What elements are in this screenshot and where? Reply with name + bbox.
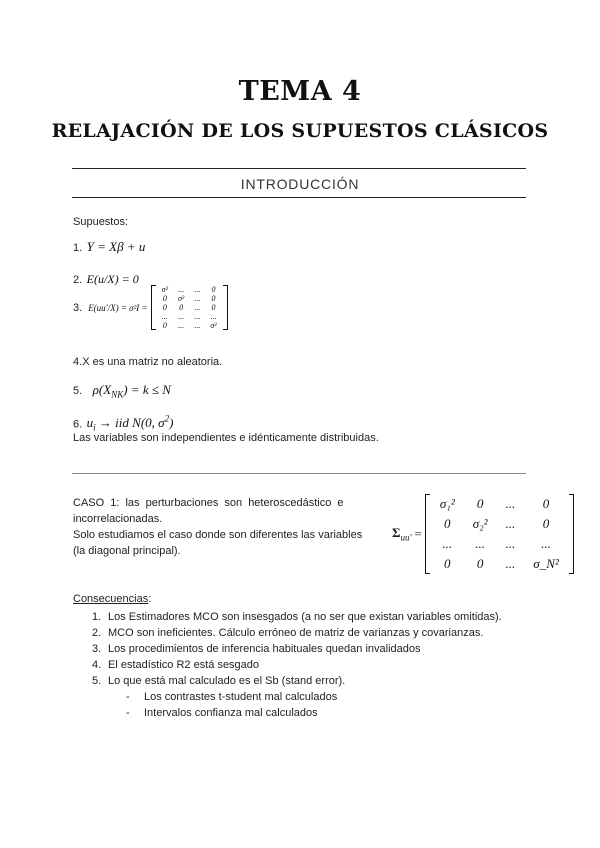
matrix-cell: σ² <box>210 321 217 330</box>
matrix-cell: 0 <box>162 294 167 303</box>
caso-line-2: incorrelacionadas. <box>73 513 163 525</box>
consecuencia-item: 2. MCO son ineficientes. Cálculo erróneo de matriz de varianzas y covarianzas. <box>92 627 484 639</box>
matrix-cell: ... <box>505 516 516 531</box>
assumption-2-formula: E(u/X) = 0 <box>86 272 139 286</box>
consecuencias-label: Consecuencias: <box>73 593 152 605</box>
matrix-cell: σ² <box>161 285 168 294</box>
matrix-cell: ... <box>178 312 185 321</box>
matrix-cell: ... <box>505 496 516 511</box>
consecuencia-item: 1. Los Estimadores MCO son insesgados (a no ser que existan variables omitidas). <box>92 611 502 623</box>
section-rule-bottom <box>72 197 526 198</box>
matrix-cell: ... <box>194 294 201 303</box>
sigma-matrix <box>425 494 574 574</box>
matrix-cell: ... <box>505 536 516 551</box>
page-subtitle: RELAJACIÓN DE LOS SUPUESTOS CLÁSICOS <box>51 120 549 142</box>
assumption-6: 6. $u_i$ → iid N(0, $\sigma^2$) <box>73 414 174 433</box>
divider <box>72 473 526 474</box>
matrix-cell: σ² <box>177 294 185 303</box>
matrix-cell: ... <box>505 556 516 571</box>
consecuencia-item: 3. Los procedimientos de inferencia habituales quedan invalidados <box>92 643 421 655</box>
assumption-2: 2. E(u/X) = 0 <box>73 272 139 286</box>
supuestos-label: Supuestos: <box>73 216 129 228</box>
matrix-cell: 0 <box>542 496 550 511</box>
page-title: TEMA 4 <box>238 76 362 107</box>
sub-item-1: - Los contrastes t-student mal calculados <box>126 691 338 703</box>
matrix-cell: 0 <box>476 496 484 511</box>
matrix-cell: 0 <box>211 303 216 312</box>
sub-item-2: - Intervalos confianza mal calculados <box>126 707 318 719</box>
matrix-cell: 0 <box>179 303 184 312</box>
iid-note: Las variables son independientes e idénticamente distribuidas. <box>73 432 379 444</box>
assumption-6-formula: $u_i$ → iid N(0, $\sigma^2$) <box>86 414 174 433</box>
matrix-cell: 0 <box>211 285 216 294</box>
matrix-cell: ... <box>541 536 551 551</box>
matrix-cell: 0 <box>476 556 484 571</box>
assumption-1: 1. Y = Xβ + u <box>73 239 146 254</box>
matrix-cell: σ₁² <box>439 496 455 511</box>
consecuencia-item: 5. Lo que está mal calculado es el Sb (stand error). <box>92 675 346 687</box>
matrix-cell: ... <box>178 321 185 330</box>
matrix-cell: ... <box>210 312 217 321</box>
assumption-5: 5. $\rho(X_{NK}) = k \le N$ <box>73 382 171 400</box>
covariance-matrix <box>151 285 228 330</box>
matrix-cell: ... <box>194 285 201 294</box>
matrix-cell: σ₂² <box>472 516 488 531</box>
assumption-1-formula: Y = Xβ + u <box>86 239 146 254</box>
matrix-cell: ... <box>161 312 168 321</box>
matrix-cell: 0 <box>444 556 451 571</box>
matrix-cell: σ_N² <box>533 556 559 571</box>
caso-line-3: Solo estudiamos el caso donde son diferentes las variables <box>73 529 363 541</box>
consecuencia-item: 4. El estadístico R2 está sesgado <box>92 659 260 671</box>
assumption-5-formula: $\rho(X_{NK}) = k \le N$ <box>92 382 171 400</box>
sigma-matrix-block: $\Sigma_{uu'}$ = σ₁² 0 ... 0 0 σ₂² ... 0 ... ... ... ... 0 0 ... σ_N² <box>392 494 574 574</box>
matrix-cell: ... <box>178 285 185 294</box>
matrix-cell: ... <box>194 303 201 312</box>
consecuencias-list <box>92 609 502 721</box>
caso-line-4: (la diagonal principal). <box>73 545 181 557</box>
matrix-cell: 0 <box>211 294 216 303</box>
matrix-cell: 0 <box>162 303 167 312</box>
section-heading: INTRODUCCIÓN <box>240 176 360 192</box>
sigma-symbol: $\Sigma_{uu'}$ <box>392 525 412 543</box>
caso-line-1: CASO 1: las perturbaciones son heteroscedástico e <box>73 497 344 509</box>
assumption-4: 4.X es una matriz no aleatoria. <box>73 356 223 368</box>
matrix-cell: ... <box>194 312 201 321</box>
assumption-3-formula: E(uu'/X) = σ²I = <box>88 302 148 313</box>
assumption-3: 3. E(uu'/X) = σ²I = σ² ... ... 0 0 σ² ... 0 0 0 ... 0 ... ... ... ... 0 ... ... σ² <box>73 285 228 330</box>
matrix-cell: 0 <box>444 516 451 531</box>
section-rule-top <box>72 168 526 169</box>
matrix-cell: ... <box>442 536 453 551</box>
matrix-cell: ... <box>475 536 485 551</box>
matrix-cell: 0 <box>162 321 167 330</box>
matrix-cell: 0 <box>542 516 550 531</box>
matrix-cell: ... <box>194 321 201 330</box>
